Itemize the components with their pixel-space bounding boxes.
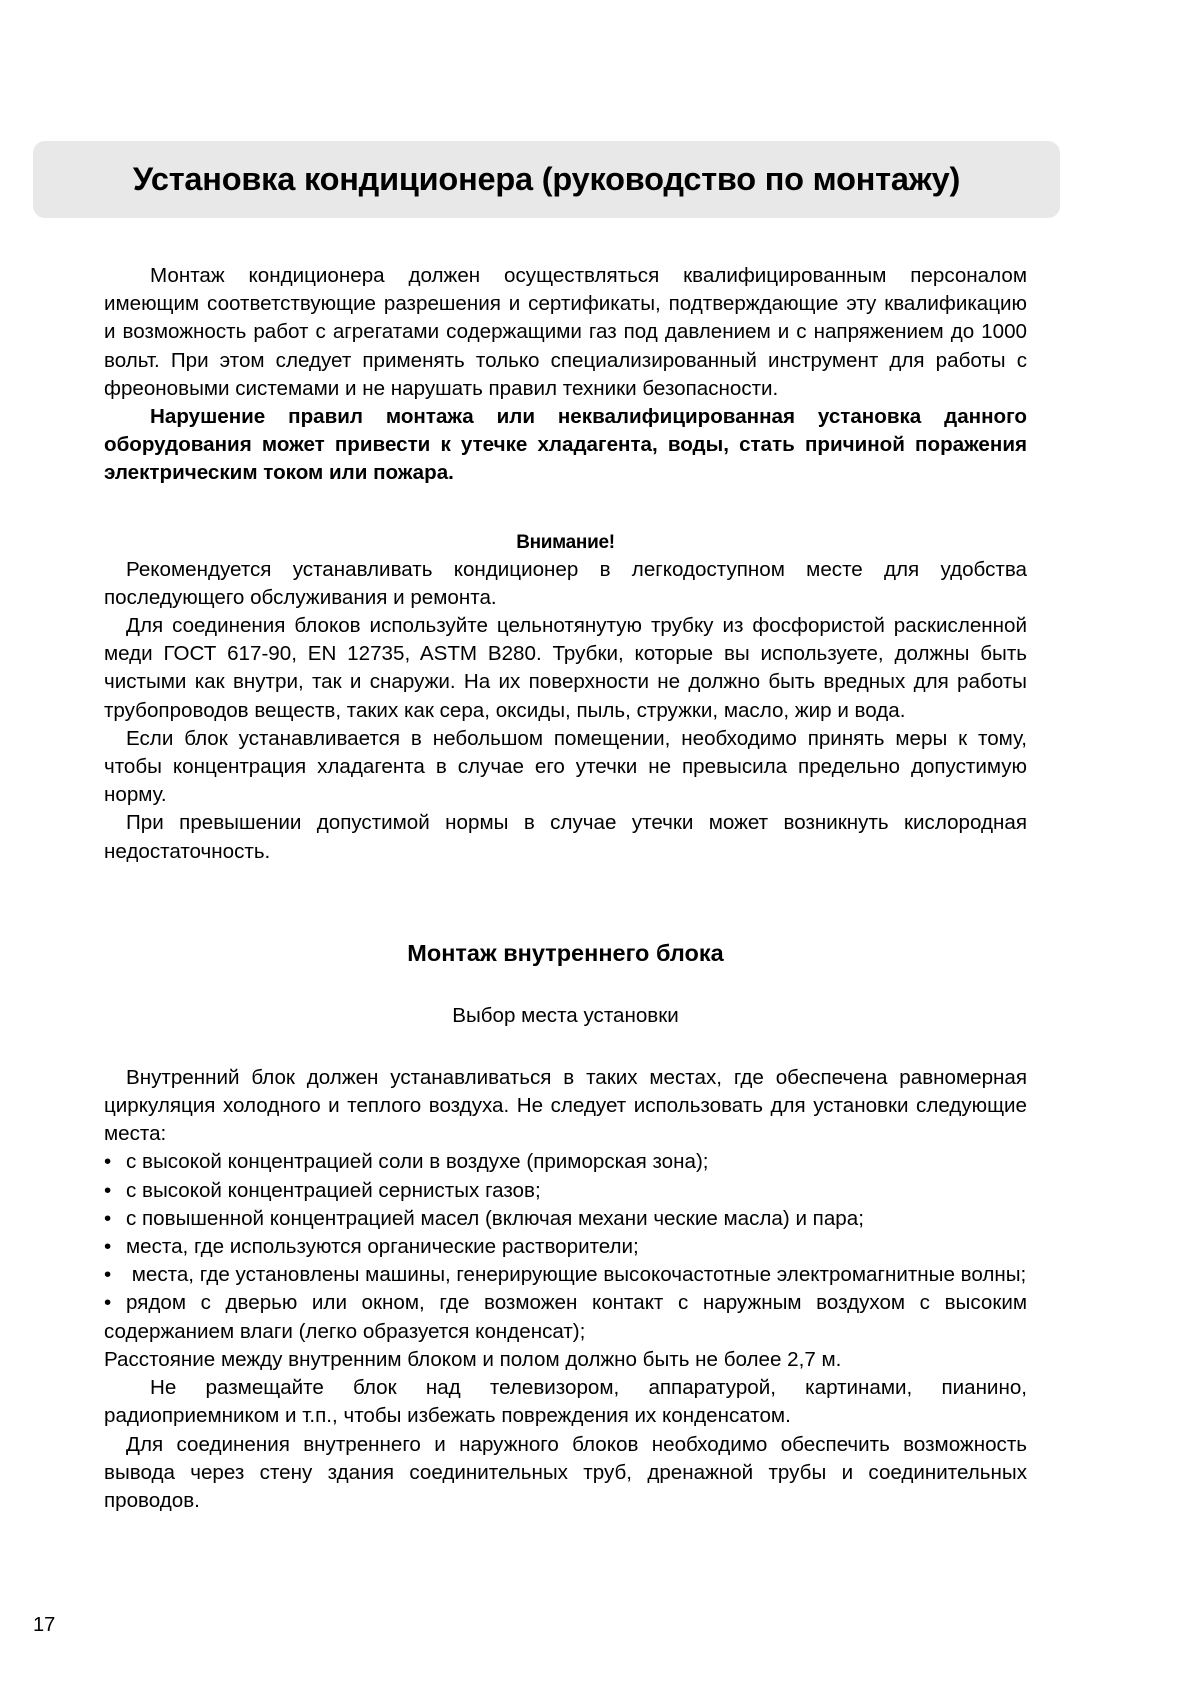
bullet-icon: •	[104, 1178, 112, 1202]
list-item-label: рядом с дверью или окном, где возможен контакт с наружным воздухом с высоким содержанием влаги (легко образуется конденсат);	[104, 1291, 1027, 1343]
attention-heading: Внимание!	[516, 531, 615, 553]
bullet-icon: •	[104, 1291, 112, 1315]
bullet-icon: •	[104, 1263, 112, 1287]
list-item	[104, 1233, 1027, 1261]
distance-note: Расстояние между внутренним блоком и полом должно быть не более 2,7 м.	[104, 1347, 842, 1371]
bullet-icon: •	[104, 1206, 112, 1230]
intro-paragraph-2-warning: Нарушение правил монтажа или неквалифицированная установка данного оборудования может привести к утечке хладагента, воды, стать причиной поражения электрическим током или пожара.	[104, 405, 1027, 485]
spacer	[104, 968, 1027, 1002]
list-item	[104, 1177, 1027, 1205]
bullet-icon: •	[104, 1235, 112, 1259]
list-item	[104, 1148, 1027, 1176]
page-number: 17	[33, 1614, 56, 1636]
attention-paragraph-1: Рекомендуется устанавливать кондиционер в легкодоступном месте для удобства последующего обслуживания и ремонта.	[104, 557, 1027, 609]
spacer	[104, 488, 1027, 506]
list-item	[104, 1289, 1027, 1345]
attention-paragraph-2: Для соединения блоков используйте цельнотянутую трубку из фосфористой раскисленной меди ГОСТ 617-90, EN 12735, ASTM B280. Трубки, которые вы используете, должны быть чистыми как внутри, так и снаружи. На их поверхности не должно быть вредных для работы трубопроводов веществ, таких как сера, оксиды, пыль, стружки, масло, жир и вода.	[104, 614, 1027, 722]
unsuitable-locations-list	[104, 1148, 1027, 1345]
subsection-heading-location-choice: Выбор места установки	[452, 1003, 679, 1027]
connection-paragraph: Для соединения внутреннего и наружного блоков необходимо обеспечить возможность вывода через стену здания соединительных труб, дренажной трубы и соединительных проводов.	[104, 1432, 1027, 1512]
page-title-banner	[33, 141, 1060, 218]
spacer	[104, 1030, 1027, 1064]
list-item	[104, 1261, 1027, 1289]
tv-placement-paragraph: Не размещайте блок над телевизором, аппаратурой, картинами, пианино, радиоприемником и т.п., чтобы избежать повреждения их конденсатом.	[104, 1376, 1027, 1428]
list-item-label: места, где используются органические растворители;	[126, 1235, 639, 1259]
intro-paragraph-1: Монтаж кондиционера должен осуществляться квалифицированным персоналом имеющим соответствующие разрешения и сертификаты, подтверждающие эту квалификацию и возможность работ с агрегатами содержащими газ под давлением и с напряжением до 1000 вольт. При этом следует применять только специализированный инструмент для работы с фреоновыми системами и не нарушать правил техники безопасности.	[104, 264, 1027, 400]
spacer	[104, 866, 1027, 938]
list-item-label: с повышенной концентрацией масел (включая механи ческие масла) и пара;	[126, 1206, 864, 1230]
list-item-label: с высокой концентрацией сернистых газов;	[126, 1178, 541, 1202]
list-item-label: с высокой концентрацией соли в воздухе (приморская зона);	[126, 1150, 709, 1174]
bullet-icon: •	[104, 1150, 112, 1174]
section-heading-indoor-unit: Монтаж внутреннего блока	[407, 939, 724, 966]
document-body	[104, 262, 1027, 1515]
attention-paragraph-4: При превышении допустимой нормы в случае утечки может возникнуть кислородная недостаточность.	[104, 811, 1027, 863]
list-item	[104, 1205, 1027, 1233]
indoor-unit-intro-paragraph: Внутренний блок должен устанавливаться в таких местах, где обеспечена равномерная циркуляция холодного и теплого воздуха. Не следует использовать для установки следующие места:	[104, 1065, 1027, 1146]
attention-paragraph-3: Если блок устанавливается в небольшом помещении, необходимо принять меры к тому, чтобы концентрация хладагента в случае его утечки не превысила предельно допустимую норму.	[104, 726, 1027, 807]
list-item-label: места, где установлены машины, генерирующие высокочастотные электромагнитные волны;	[126, 1263, 1027, 1287]
page-title: Установка кондиционера (руководство по монтажу)	[132, 161, 961, 198]
